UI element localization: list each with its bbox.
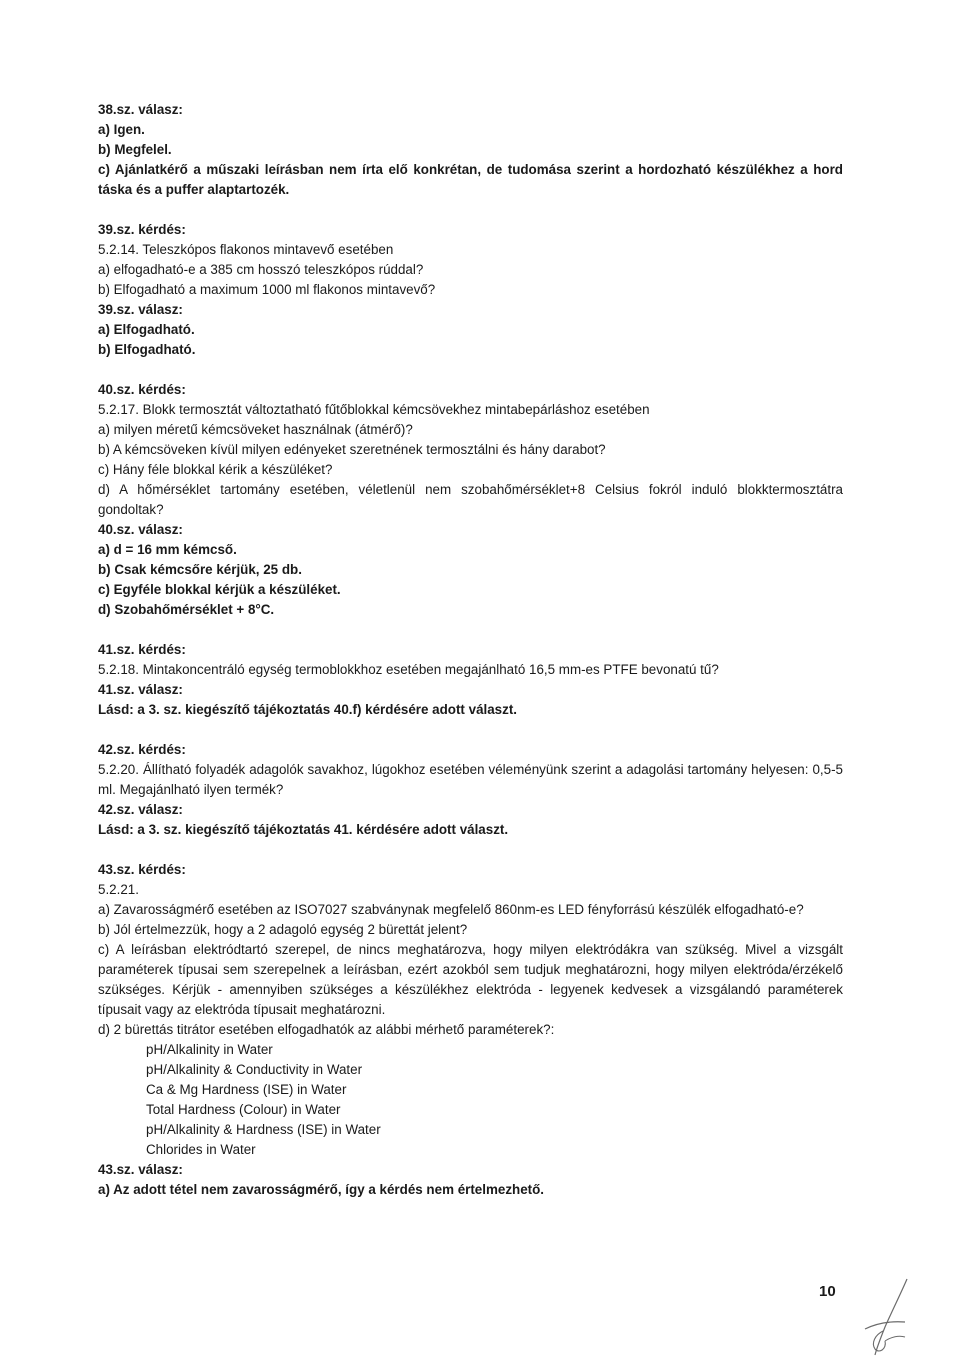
q40-section xyxy=(98,380,843,620)
spacer xyxy=(98,620,843,640)
q42-question-line: 5.2.20. Állítható folyadék adagolók savakhoz, lúgokhoz esetében véleményünk szerint a adagolási tartomány helyesen: 0,5-5 ml. Megajánlható ilyen termék? xyxy=(98,762,843,797)
q41-section xyxy=(98,640,843,720)
q43-param-item: pH/Alkalinity & Conductivity in Water xyxy=(146,1062,363,1077)
q40-question-line: 5.2.17. Blokk termosztát változtatható fűtőblokkal kémcsövekhez mintabepárláshoz esetében xyxy=(98,402,650,417)
q42-question-heading: 42.sz. kérdés: xyxy=(98,742,186,757)
q38-answer-a: a) Igen. xyxy=(98,122,145,137)
q41-answer-heading: 41.sz. válasz: xyxy=(98,682,183,697)
q43-question-line: a) Zavarosságmérő esetében az ISO7027 szabványnak megfelelő 860nm-es LED fényforrású készülék elfogadható-e? xyxy=(98,902,804,917)
q40-question-line: c) Hány féle blokkal kérik a készüléket? xyxy=(98,462,333,477)
q39-question-line: b) Elfogadható a maximum 1000 ml flakonos mintavevő? xyxy=(98,282,436,297)
q43-section xyxy=(98,860,843,1200)
q39-question-line: 5.2.14. Teleszkópos flakonos mintavevő esetében xyxy=(98,242,394,257)
q40-answer-d: d) Szobahőmérséklet + 8°C. xyxy=(98,602,275,617)
q39-answer-b: b) Elfogadható. xyxy=(98,342,196,357)
q39-answer-heading: 39.sz. válasz: xyxy=(98,302,183,317)
q43-param-item: Ca & Mg Hardness (ISE) in Water xyxy=(146,1082,347,1097)
q39-section xyxy=(98,220,843,360)
q41-answer: Lásd: a 3. sz. kiegészítő tájékoztatás 40.f) kérdésére adott választ. xyxy=(98,702,518,717)
q40-answer-b: b) Csak kémcsőre kérjük, 25 db. xyxy=(98,562,302,577)
q40-answer-heading: 40.sz. válasz: xyxy=(98,522,183,537)
q40-question-line: b) A kémcsöveken kívül milyen edényeket szeretnének termosztálni és hány darabot? xyxy=(98,442,606,457)
signature-icon xyxy=(855,1275,925,1365)
q43-question-line: c) A leírásban elektródtartó szerepel, de nincs meghatározva, hogy milyen elektródákra van szükség. Mivel a vizsgált paraméterek típusai sem szerepelnek a leírásban, ezért azokból sem tudjuk meghatározni, hogy milyen elektróda/érzékelő szükséges. Kérjük - amennyiben szükséges a készülékhez elektróda - legyenek kedvesek a vizsgálandó paraméterek típusait vagy az elektróda típusait meghatározni. xyxy=(98,942,843,1017)
document-body xyxy=(98,100,843,1200)
q38-answer-c: c) Ajánlatkérő a műszaki leírásban nem írta elő konkrétan, de tudomása szerint a hordozható készülékhez a hord táska és a puffer alaptartozék. xyxy=(98,162,843,197)
q39-question-line: a) elfogadható-e a 385 cm hosszó teleszkópos rúddal? xyxy=(98,262,424,277)
spacer xyxy=(98,200,843,220)
q43-param-item: pH/Alkalinity in Water xyxy=(146,1042,273,1057)
spacer xyxy=(98,720,843,740)
q42-answer-heading: 42.sz. válasz: xyxy=(98,802,183,817)
q38-section xyxy=(98,100,843,200)
q43-question-line: 5.2.21. xyxy=(98,882,139,897)
q43-question-line: b) Jól értelmezzük, hogy a 2 adagoló egység 2 bürettát jelent? xyxy=(98,922,468,937)
q43-param-item: pH/Alkalinity & Hardness (ISE) in Water xyxy=(146,1122,381,1137)
q43-answer-heading: 43.sz. válasz: xyxy=(98,1162,183,1177)
q39-answer-a: a) Elfogadható. xyxy=(98,322,195,337)
q43-answer-a: a) Az adott tétel nem zavarosságmérő, így a kérdés nem értelmezhető. xyxy=(98,1182,545,1197)
q40-question-heading: 40.sz. kérdés: xyxy=(98,382,186,397)
page-number: 10 xyxy=(819,1283,836,1300)
q43-question-line: d) 2 bürettás titrátor esetében elfogadhatók az alábbi mérhető paraméterek?: xyxy=(98,1022,555,1037)
q40-question-line: a) milyen méretű kémcsöveket használnak (átmérő)? xyxy=(98,422,413,437)
q43-question-heading: 43.sz. kérdés: xyxy=(98,862,186,877)
q43-param-item: Total Hardness (Colour) in Water xyxy=(146,1102,341,1117)
q42-section xyxy=(98,740,843,840)
q40-answer-c: c) Egyféle blokkal kérjük a készüléket. xyxy=(98,582,341,597)
spacer xyxy=(98,840,843,860)
q38-answer-b: b) Megfelel. xyxy=(98,142,172,157)
q39-question-heading: 39.sz. kérdés: xyxy=(98,222,186,237)
q41-question-heading: 41.sz. kérdés: xyxy=(98,642,186,657)
q43-param-item: Chlorides in Water xyxy=(146,1142,256,1157)
q42-answer: Lásd: a 3. sz. kiegészítő tájékoztatás 41. kérdésére adott választ. xyxy=(98,822,509,837)
spacer xyxy=(98,360,843,380)
q40-question-line: d) A hőmérséklet tartomány esetében, véletlenül nem szobahőmérséklet+8 Celsius fokról induló blokktermosztátra gondoltak? xyxy=(98,482,843,517)
q40-answer-a: a) d = 16 mm kémcső. xyxy=(98,542,237,557)
q38-answer-heading: 38.sz. válasz: xyxy=(98,102,183,117)
q41-question-line: 5.2.18. Mintakoncentráló egység termoblokkhoz esetében megajánlható 16,5 mm-es PTFE bevonatú tű? xyxy=(98,662,719,677)
